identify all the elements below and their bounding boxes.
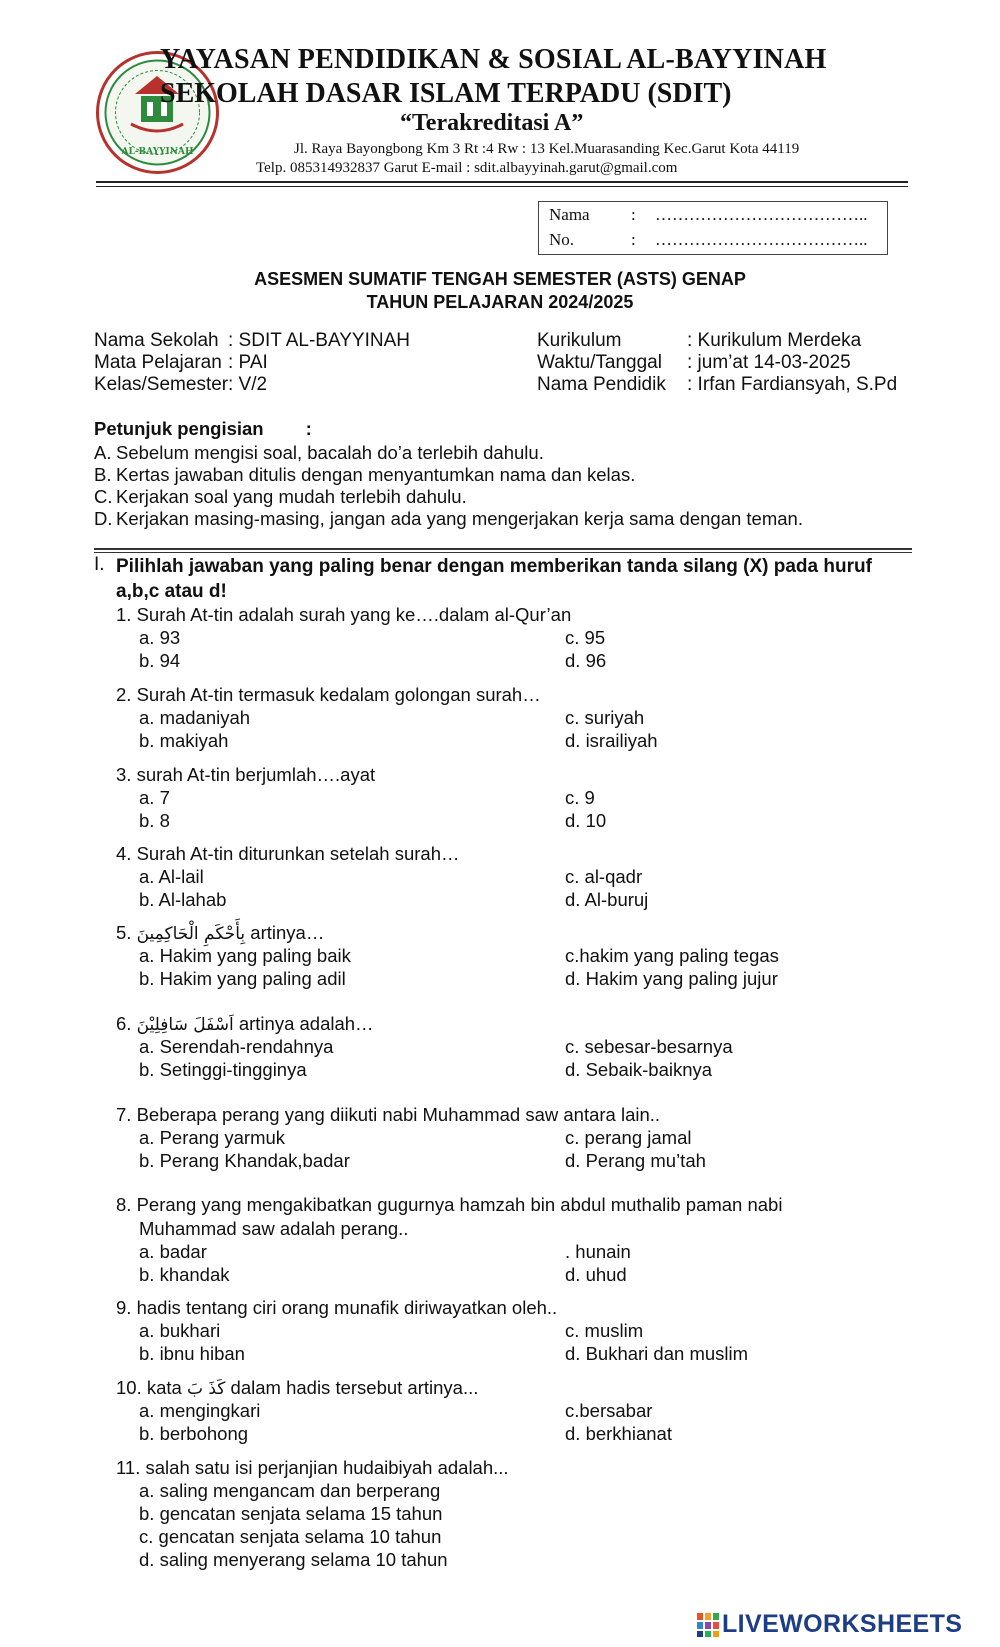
exam-title: ASESMEN SUMATIF TENGAH SEMESTER (ASTS) GENAP [254, 269, 746, 289]
liveworksheets-wordmark: LIVEWORKSHEETS [722, 1610, 963, 1638]
instruction-letter: C. [94, 486, 113, 507]
arabic-phrase: بِأَحْكَمِ الْحَاكِمِينَ [136, 924, 246, 944]
option-c[interactable]: c. 95 [565, 627, 606, 648]
question-text: dalam hadis tersebut artinya... [225, 1377, 479, 1398]
instruction-item [94, 508, 803, 530]
section-instruction: Pilihlah jawaban yang paling benar dengan memberikan tanda silang (X) pada huruf a,b,c atau d! [116, 556, 872, 602]
section-divider-thin [94, 552, 912, 553]
option-d[interactable]: d. Sebaik-baiknya [565, 1059, 713, 1080]
question-number: 11. [116, 1457, 141, 1478]
option-c[interactable]: c. perang jamal [565, 1127, 692, 1148]
info-class [94, 374, 267, 396]
question-6 [116, 1013, 374, 1035]
option-c[interactable]: . hunain [565, 1241, 631, 1262]
instruction-text: Sebelum mengisi soal, bacalah do’a terlebih dahulu. [116, 442, 544, 463]
option-c[interactable]: c. 9 [565, 787, 595, 808]
logo-label: AL-BAYYINAH [121, 147, 194, 157]
school-name: SEKOLAH DASAR ISLAM TERPADU (SDIT) [160, 78, 732, 109]
option-b[interactable]: b. khandak [139, 1264, 230, 1285]
question-text: Perang yang mengakibatkan gugurnya hamzah bin abdul muthalib paman nabi [136, 1194, 783, 1215]
info-subject [94, 352, 268, 374]
option-a[interactable]: a. Serendah-rendahnya [139, 1036, 334, 1057]
school-address: Jl. Raya Bayongbong Km 3 Rt :4 Rw : 13 Kel.Muarasanding Kec.Garut Kota 44119 [294, 141, 800, 157]
foundation-name: YAYASAN PENDIDIKAN & SOSIAL AL-BAYYINAH [160, 44, 827, 75]
question-3 [116, 764, 375, 786]
option-d[interactable]: d. 96 [565, 650, 607, 671]
question-number: 3. [116, 764, 132, 785]
info-school [94, 330, 410, 352]
instructions-heading [94, 418, 312, 440]
liveworksheets-logo-icon [697, 1613, 719, 1637]
number-row[interactable] [549, 230, 868, 250]
option-c[interactable]: c. gencatan senjata selama 10 tahun [139, 1526, 442, 1547]
option-b[interactable]: b. berbohong [139, 1423, 249, 1444]
option-c[interactable]: c.bersabar [565, 1400, 653, 1421]
info-label: Mata Pelajaran [94, 352, 222, 373]
question-number: 7. [116, 1104, 132, 1125]
instruction-item [94, 442, 544, 464]
info-curriculum [537, 330, 861, 352]
section-divider [94, 548, 912, 550]
option-d[interactable]: d. berkhianat [565, 1423, 672, 1444]
info-teacher [537, 374, 897, 396]
name-label: Nama [549, 205, 590, 224]
name-row[interactable] [549, 205, 868, 225]
option-d[interactable]: d. uhud [565, 1264, 627, 1285]
option-b[interactable]: b. ibnu hiban [139, 1343, 245, 1364]
question-9 [116, 1297, 557, 1319]
option-a[interactable]: a. 7 [139, 787, 170, 808]
option-d[interactable]: d. Perang mu’tah [565, 1150, 706, 1171]
letterhead-divider-thin [96, 186, 908, 187]
option-a[interactable]: a. Hakim yang paling baik [139, 945, 351, 966]
arabic-phrase: اَسْفَلَ سَافِلِيْنَ [136, 1015, 234, 1035]
question-number: 4. [116, 843, 132, 864]
instruction-text: Kertas jawaban ditulis dengan menyantumkan nama dan kelas. [116, 464, 636, 485]
question-5 [116, 922, 324, 944]
number-label: No. [549, 230, 575, 249]
option-d[interactable]: d. israiliyah [565, 730, 658, 751]
option-a[interactable]: a. Al-lail [139, 866, 204, 887]
info-label: Kelas/Semester [94, 374, 229, 395]
option-a[interactable]: a. mengingkari [139, 1400, 261, 1421]
question-text-prefix: kata [146, 1377, 187, 1398]
number-colon: : [631, 230, 636, 249]
option-b[interactable]: b. gencatan senjata selama 15 tahun [139, 1503, 443, 1524]
question-text: hadis tentang ciri orang munafik diriwayatkan oleh.. [136, 1297, 558, 1318]
option-c[interactable]: c.hakim yang paling tegas [565, 945, 779, 966]
question-text: artinya adalah… [233, 1013, 374, 1034]
question-text: artinya… [245, 922, 325, 943]
arabic-phrase: كَذَ بَ [186, 1379, 226, 1399]
info-label: Nama Pendidik [537, 374, 666, 395]
number-blank[interactable]: ……………………………….. [655, 230, 868, 249]
info-label: Waktu/Tanggal [537, 352, 662, 373]
question-number: 10. [116, 1377, 142, 1398]
question-text: Surah At-tin adalah surah yang ke….dalam al-Qur’an [136, 604, 572, 625]
option-a[interactable]: a. 93 [139, 627, 181, 648]
question-number: 5. [116, 922, 132, 943]
question-text: Surah At-tin diturunkan setelah surah… [136, 843, 460, 864]
question-4 [116, 843, 460, 865]
option-b[interactable]: b. 94 [139, 650, 181, 671]
option-c[interactable]: c. al-qadr [565, 866, 643, 887]
instruction-item [94, 486, 467, 508]
school-contact: Telp. 085314932837 Garut E-mail : sdit.albayyinah.garut@gmail.com [256, 160, 678, 176]
question-number: 2. [116, 684, 132, 705]
question-text: surah At-tin berjumlah….ayat [136, 764, 376, 785]
option-b[interactable]: b. makiyah [139, 730, 229, 751]
info-date [537, 352, 851, 374]
question-text: Surah At-tin termasuk kedalam golongan surah… [136, 684, 541, 705]
info-value: : Irfan Fardiansyah, S.Pd [687, 374, 898, 395]
option-b[interactable]: b. Al-lahab [139, 889, 227, 910]
info-value: : jum’at 14-03-2025 [687, 352, 851, 373]
option-c[interactable]: c. sebesar-besarnya [565, 1036, 733, 1057]
letterhead-divider [96, 181, 908, 183]
info-label: Nama Sekolah [94, 330, 219, 351]
accreditation: “Terakreditasi A” [400, 110, 584, 136]
question-11 [116, 1457, 509, 1479]
instruction-item [94, 464, 635, 486]
option-d[interactable]: d. Bukhari dan muslim [565, 1343, 749, 1364]
question-2 [116, 684, 541, 706]
info-label: Kurikulum [537, 330, 622, 351]
student-name-box [538, 201, 888, 255]
question-7 [116, 1104, 660, 1126]
instruction-letter: D. [94, 508, 113, 529]
info-value: : PAI [228, 352, 268, 373]
option-d[interactable]: d. 10 [565, 810, 607, 831]
option-a[interactable]: a. bukhari [139, 1320, 221, 1341]
option-a[interactable]: a. Perang yarmuk [139, 1127, 286, 1148]
option-b[interactable]: b. 8 [139, 810, 170, 831]
instruction-letter: B. [94, 464, 112, 485]
question-1 [116, 604, 571, 626]
instructions-heading-text: Petunjuk pengisian [94, 418, 264, 439]
info-value: : V/2 [228, 374, 268, 395]
instruction-letter: A. [94, 442, 112, 463]
option-b[interactable]: b. Setinggi-tingginya [139, 1059, 307, 1080]
info-value: : Kurikulum Merdeka [687, 330, 862, 351]
option-a[interactable]: a. madaniyah [139, 707, 251, 728]
question-8 [116, 1194, 782, 1216]
question-number: 6. [116, 1013, 132, 1034]
instruction-text: Kerjakan soal yang mudah terlebih dahulu. [116, 486, 467, 507]
question-number: 9. [116, 1297, 132, 1318]
option-d[interactable]: d. Al-buruj [565, 889, 649, 910]
question-10 [116, 1377, 478, 1399]
option-c[interactable]: c. suriyah [565, 707, 645, 728]
name-colon: : [631, 205, 636, 224]
section-number: I. [94, 554, 105, 575]
info-value: : SDIT AL-BAYYINAH [228, 330, 410, 351]
exam-year: TAHUN PELAJARAN 2024/2025 [366, 292, 634, 312]
option-d[interactable]: d. Hakim yang paling jujur [565, 968, 778, 989]
option-a[interactable]: a. saling mengancam dan berperang [139, 1480, 441, 1501]
question-number: 1. [116, 604, 132, 625]
name-blank[interactable]: ……………………………….. [655, 205, 868, 224]
question-8-continued: Muhammad saw adalah perang.. [139, 1218, 409, 1239]
instructions-colon: : [305, 418, 312, 439]
option-d[interactable]: d. saling menyerang selama 10 tahun [139, 1549, 448, 1570]
question-text: Beberapa perang yang diikuti nabi Muhammad saw antara lain.. [136, 1104, 661, 1125]
option-c[interactable]: c. muslim [565, 1320, 644, 1341]
option-b[interactable]: b. Hakim yang paling adil [139, 968, 346, 989]
option-a[interactable]: a. badar [139, 1241, 207, 1262]
question-text: salah satu isi perjanjian hudaibiyah adalah... [145, 1457, 509, 1478]
option-b[interactable]: b. Perang Khandak,badar [139, 1150, 350, 1171]
instruction-text: Kerjakan masing-masing, jangan ada yang mengerjakan kerja sama dengan teman. [116, 508, 803, 529]
question-number: 8. [116, 1194, 132, 1215]
